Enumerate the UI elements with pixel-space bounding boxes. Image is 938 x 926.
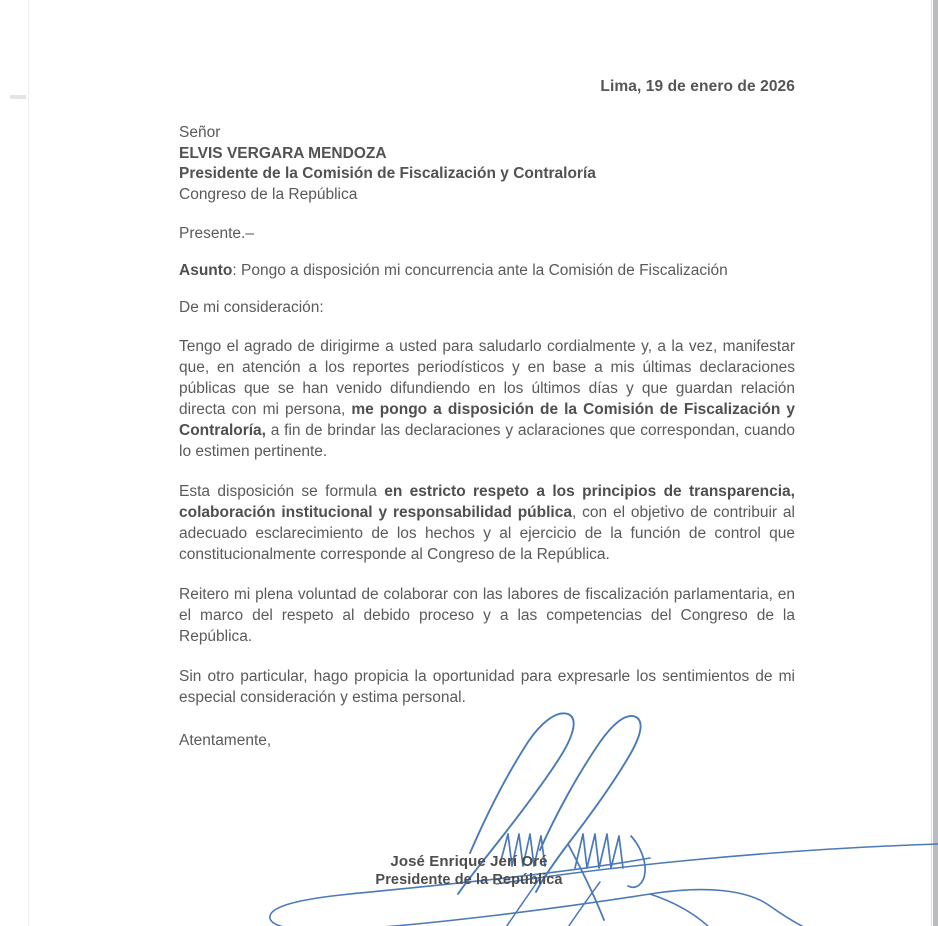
- addressee-block: [179, 123, 795, 205]
- subject-separator: :: [232, 262, 242, 279]
- signature-name-block: [0, 852, 938, 890]
- body-paragraph: [179, 666, 795, 708]
- emphasis-text: en estricto respeto a los principios de transparencia, colaboración institucional y responsabilidad pública: [179, 483, 795, 521]
- paragraph-text: a fin de brindar las declaraciones y aclaraciones que correspondan, cuando lo estimen pertinente.: [179, 422, 795, 460]
- scan-edge-right: [933, 0, 938, 926]
- scan-artifact: [10, 95, 26, 99]
- body-paragraph: [179, 481, 795, 565]
- paragraph-text: , con el objetivo de contribuir al adecuado esclarecimiento de los hechos y al ejercicio de la función de control que constitucionalmente corresponde al Congreso de la República.: [179, 504, 795, 563]
- date-line: Lima, 19 de enero de 2026: [600, 78, 795, 95]
- addressee-position: Presidente de la Comisión de Fiscalización y Contraloría: [179, 165, 596, 182]
- paragraph-text: Tengo el agrado de dirigirme a usted para saludarlo cordialmente y, a la vez, manifestar que, en atención a los reportes periodísticos y en base a mis últimas declaraciones públicas que se han venido difundiendo en los últimos días y que guardan relación directa con mi persona,: [179, 338, 795, 418]
- salutation-line: De mi consideración:: [179, 299, 324, 316]
- signatory-title: Presidente de la República: [375, 872, 563, 888]
- present-line: Presente.–: [179, 225, 254, 242]
- paragraph-text: Esta disposición se formula: [179, 483, 385, 500]
- addressee-salutation: Señor: [179, 124, 221, 141]
- subject-label: Asunto: [179, 262, 233, 279]
- addressee-institution: Congreso de la República: [179, 185, 358, 203]
- subject-line: [179, 262, 795, 280]
- letter-body: [179, 0, 795, 750]
- paragraph-text: Reitero mi plena voluntad de colaborar con las labores de fiscalización parlamentaria, en el marco del respeto al debido proceso y a las competencias del Congreso de la República.: [179, 586, 795, 645]
- closing-line: Atentamente,: [179, 732, 272, 749]
- body-paragraph: [179, 584, 795, 647]
- scan-seam-left: [28, 0, 29, 926]
- subject-text: Pongo a disposición mi concurrencia ante la Comisión de Fiscalización: [241, 262, 728, 279]
- scan-seam-right: [931, 0, 932, 926]
- paragraph-text: Sin otro particular, hago propicia la oportunidad para expresarle los sentimientos de mi especial consideración y estima personal.: [179, 668, 795, 706]
- body-paragraph: [179, 336, 795, 462]
- paragraph-list: [179, 336, 795, 708]
- emphasis-text: me pongo a disposición de la Comisión de Fiscalización y Contraloría,: [179, 401, 795, 439]
- signatory-name: José Enrique Jerí Oré: [390, 853, 548, 870]
- addressee-name: ELVIS VERGARA MENDOZA: [179, 144, 387, 162]
